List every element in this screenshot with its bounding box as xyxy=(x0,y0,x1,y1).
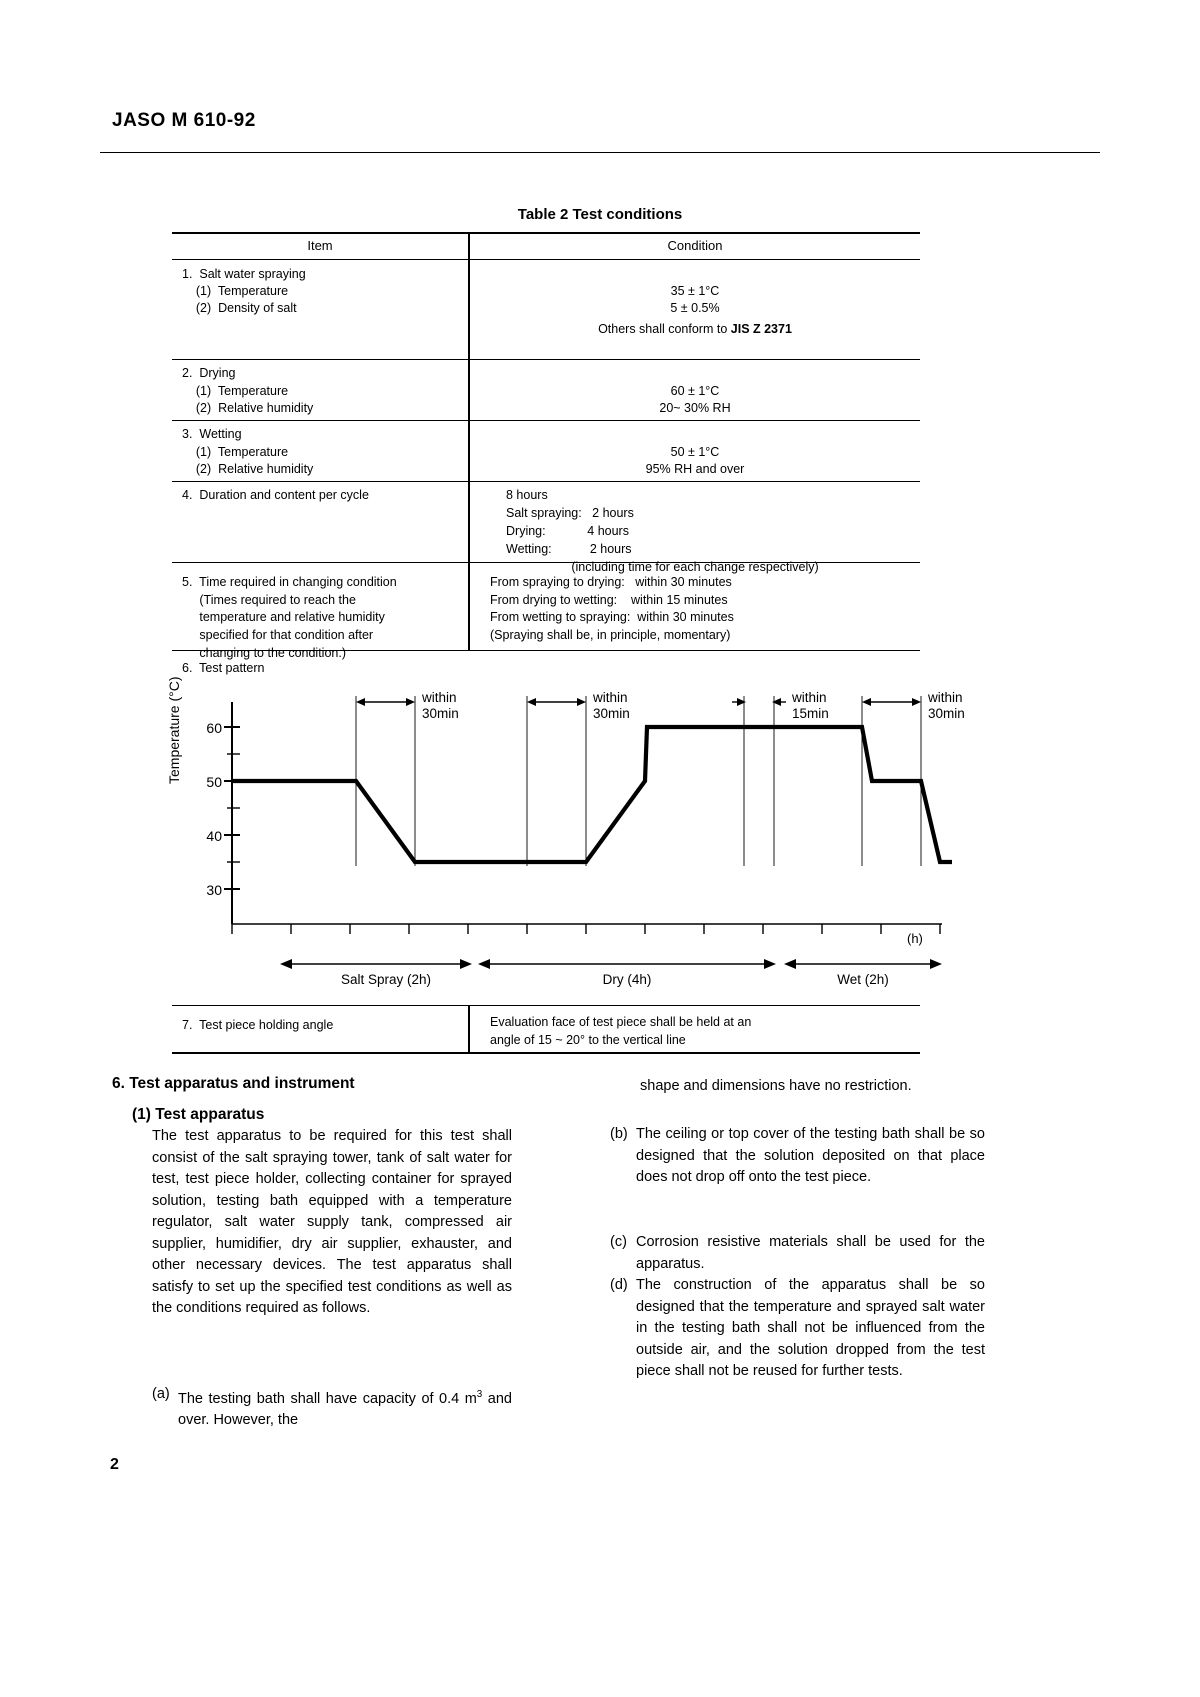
section-6-item-a xyxy=(152,1384,512,1432)
section-6-item-b-text: The ceiling or top cover of the testing bath shall be so designed that the solution deposited on that place does not drop off onto the test piece. xyxy=(636,1126,985,1185)
chart-y-axis-label: Temperature (°C) xyxy=(166,676,182,784)
chart-ytick-30: 30 xyxy=(206,882,222,898)
section-6-item-a-superscript: 3 xyxy=(476,1389,483,1400)
chart-phase-arrows xyxy=(280,959,942,969)
row-5-item-line-4: specified for that condition after xyxy=(182,628,374,642)
chart-phase-label-dry: Dry (4h) xyxy=(602,972,652,987)
header-divider xyxy=(100,152,1100,153)
section-6-item-a-continuation: shape and dimensions have no restriction. xyxy=(640,1078,912,1094)
row-5-cond-line-1: From spraying to drying: within 30 minutes xyxy=(490,575,732,589)
row-5-item-line-5: changing to the condition.) xyxy=(182,646,346,660)
test-pattern-chart xyxy=(166,676,965,994)
chart-annotation-1-line1: within xyxy=(422,690,457,705)
row-4-cond-line-5: (including time for each change respectively) xyxy=(571,560,819,574)
section-6-item-d xyxy=(610,1275,985,1383)
table-rule-r1 xyxy=(172,359,920,360)
chart-annotation-2 xyxy=(593,690,630,722)
column-header-condition: Condition xyxy=(667,238,723,253)
row-6-item-line-1: 6. Test pattern xyxy=(182,661,265,675)
chart-annotation-2-line1: within xyxy=(593,690,628,705)
chart-phase-label-salt-spray: Salt Spray (2h) xyxy=(340,972,432,987)
row-7-item-line-1: 7. Test piece holding angle xyxy=(182,1018,334,1032)
chart-annotation-1-line2: 30min xyxy=(422,706,459,721)
row-7-cond-line-2: angle of 15 ~ 20° to the vertical line xyxy=(490,1033,686,1047)
table-rule-r3 xyxy=(172,481,920,482)
section-6-item-d-text: The construction of the apparatus shall be so designed that the temperature and sprayed salt water in the testing bath shall not be influenced from the outside air, and the solution dropped from the test piece shall not be reused for further tests. xyxy=(636,1277,985,1379)
chart-annotation-3-line1: within xyxy=(792,690,827,705)
chart-annotation-2-line2: 30min xyxy=(593,706,630,721)
chart-x-axis-unit: (h) xyxy=(907,931,923,946)
chart-xtick-marks xyxy=(232,924,940,934)
table-title: Table 2 Test conditions xyxy=(517,206,683,223)
row-7-cond-line-1: Evaluation face of test piece shall be held at an xyxy=(490,1015,752,1029)
row-4-cond-line-2: Salt spraying: 2 hours xyxy=(506,506,634,520)
row-3-item-line-2: (1) Temperature xyxy=(182,445,289,459)
jis-reference: JIS Z 2371 xyxy=(730,322,792,336)
section-6-paragraph: The test apparatus to be required for this test shall consist of the salt spraying tower, tank of salt water for test, test piece holder, collecting container for sprayed solution, testing bath equipped with a temperature regulator, salt water supply tank, compressed air supplier, humidifier, dry air supplier, exhauster, and other necessary devices. The test apparatus shall satisfy to set up the specified test conditions as well as the conditions required as follows. xyxy=(152,1128,512,1316)
chart-annotation-3-line2: 15min xyxy=(792,706,829,721)
row-5-cond-line-3: From wetting to spraying: within 30 minutes xyxy=(490,610,734,624)
section-6-item-c xyxy=(610,1232,985,1275)
section-6-item-b-marker: (b) xyxy=(610,1126,628,1142)
table-column-divider-lower xyxy=(468,1005,470,1052)
row-2-item-line-3: (2) Relative humidity xyxy=(182,401,314,415)
section-6-item-a-text: The testing bath shall have capacity of 0.4 m xyxy=(178,1390,477,1407)
section-6-item-c-text: Corrosion resistive materials shall be used for the apparatus. xyxy=(636,1234,985,1272)
section-6-item-b xyxy=(610,1124,985,1189)
table-rule-header xyxy=(172,259,920,260)
chart-svg xyxy=(172,676,952,994)
row-5-item-line-1: 5. Time required in changing condition xyxy=(182,575,397,589)
table-rule-bottom xyxy=(172,1052,920,1054)
table-rule-top xyxy=(172,232,920,234)
row-5-item-line-3: temperature and relative humidity xyxy=(182,610,385,624)
row-5-cond-line-2: From drying to wetting: within 15 minutes xyxy=(490,593,728,607)
section-6-item-a-text-tail: and over. However, the xyxy=(178,1390,512,1429)
row-4-item-line-1: 4. Duration and content per cycle xyxy=(182,488,369,502)
chart-annotation-1 xyxy=(422,690,459,722)
row-3-cond-line-1: 50 ± 1°C xyxy=(670,445,720,459)
document-id: JASO M 610-92 xyxy=(112,110,256,131)
chart-annotation-4 xyxy=(928,690,965,722)
row-1-cond-line-1: 35 ± 1°C xyxy=(670,284,720,298)
row-2-item-line-2: (1) Temperature xyxy=(182,384,289,398)
table-rule-r6 xyxy=(172,1005,920,1006)
row-5-cond-line-4: (Spraying shall be, in principle, momentary) xyxy=(490,628,731,642)
chart-annotation-4-line2: 30min xyxy=(928,706,965,721)
section-6-item-c-marker: (c) xyxy=(610,1234,627,1250)
section-6-heading: 6. Test apparatus and instrument xyxy=(112,1075,355,1092)
table-rule-r2 xyxy=(172,420,920,421)
chart-annotation-3 xyxy=(792,690,829,722)
row-3-cond-line-2: 95% RH and over xyxy=(645,462,745,476)
row-1-cond-line-3 xyxy=(470,321,920,339)
section-6-item-a-marker: (a) xyxy=(152,1386,170,1402)
row-1-item-line-1: 1. Salt water spraying xyxy=(182,267,306,281)
row-5-item-line-2: (Times required to reach the xyxy=(182,593,356,607)
chart-ytick-40: 40 xyxy=(206,828,222,844)
section-6-subheading: (1) Test apparatus xyxy=(132,1106,265,1123)
section-6-item-d-marker: (d) xyxy=(610,1277,628,1293)
chart-annotation-4-line1: within xyxy=(928,690,963,705)
row-3-item-line-3: (2) Relative humidity xyxy=(182,462,314,476)
row-2-item-line-1: 2. Drying xyxy=(182,366,236,380)
page-number: 2 xyxy=(110,1456,119,1473)
row-4-cond-line-4: Wetting: 2 hours xyxy=(506,542,632,556)
row-4-cond-line-1: 8 hours xyxy=(506,488,548,502)
row-1-cond-line-2: 5 ± 0.5% xyxy=(670,301,720,315)
chart-ytick-50: 50 xyxy=(206,774,222,790)
chart-phase-label-wet: Wet (2h) xyxy=(837,972,889,987)
chart-ytick-60: 60 xyxy=(206,720,222,736)
row-2-cond-line-2: 20~ 30% RH xyxy=(659,401,731,415)
row-1-item-line-2: (1) Temperature xyxy=(182,284,289,298)
chart-temperature-profile xyxy=(232,727,952,862)
row-1-item-line-3: (2) Density of salt xyxy=(182,301,297,315)
column-header-item: Item xyxy=(307,238,333,253)
row-3-item-line-1: 3. Wetting xyxy=(182,427,242,441)
row-1-cond-line-3-text: Others shall conform to xyxy=(598,322,731,336)
row-2-cond-line-1: 60 ± 1°C xyxy=(670,384,720,398)
row-4-cond-line-3: Drying: 4 hours xyxy=(506,524,629,538)
